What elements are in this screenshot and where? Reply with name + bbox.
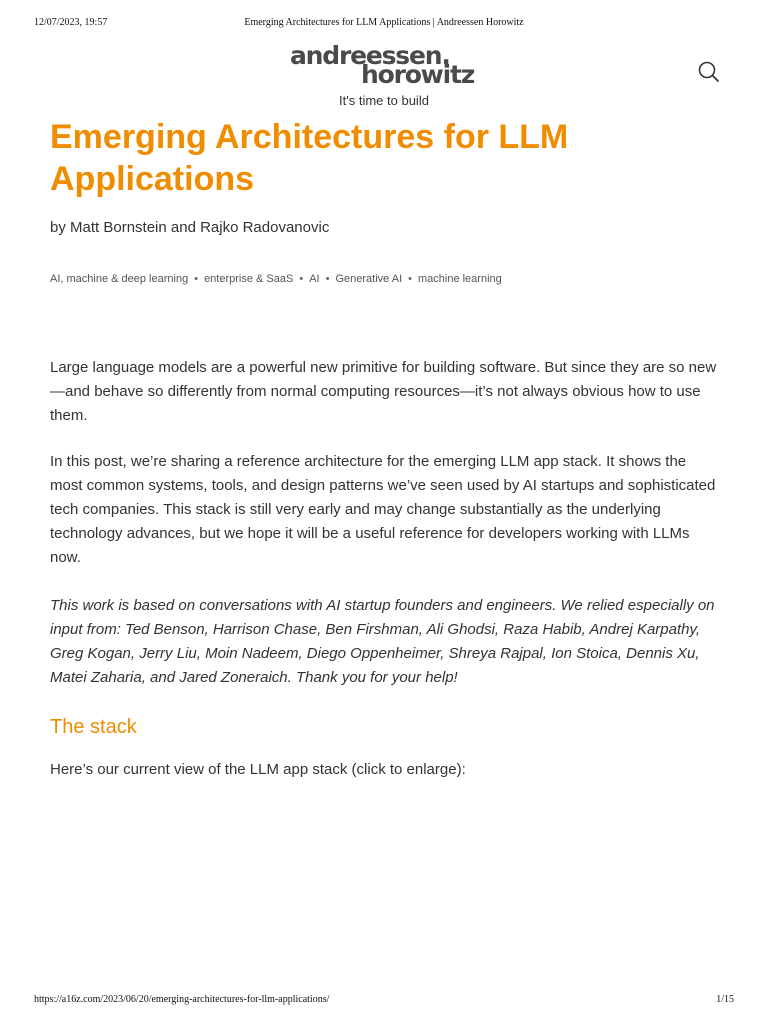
- print-url: https://a16z.com/2023/06/20/emerging-architectures-for-llm-applications/: [34, 994, 330, 1005]
- article-paragraph: Large language models are a powerful new primitive for building software. But since they are so new—and behave so differently from normal computing resources—it’s not always obvious how to use them.: [50, 359, 717, 424]
- tag-link[interactable]: Generative AI: [335, 273, 403, 285]
- tag-separator: •: [299, 273, 304, 285]
- logo-line-1: andreessen.: [290, 41, 450, 70]
- tag-link[interactable]: AI, machine & deep learning: [50, 273, 189, 285]
- article-title: Emerging Architectures for LLM Applications: [50, 118, 569, 198]
- print-doc-title: Emerging Architectures for LLM Applications | Andreessen Horowitz: [244, 17, 524, 28]
- logo-line-2: horowitz: [361, 60, 475, 89]
- acknowledgements-paragraph: This work is based on conversations with AI startup founders and engineers. We relied especially on input from: Ted Benson, Harrison Chase, Ben Firshman, Ali Ghodsi, Raza Habib, Andrej Karpathy, Greg Kogan, Jerry Liu, Moin Nadeem, Diego Oppenheimer, Shreya Rajpal, Ion Stoica, Dennis Xu, Matei Zaharia, and Jared Zoneraich. Thank you for your help!: [50, 597, 715, 686]
- tag-link[interactable]: enterprise & SaaS: [204, 273, 294, 285]
- tag-separator: •: [408, 273, 412, 285]
- search-button[interactable]: [694, 58, 722, 86]
- article-byline: by Matt Bornstein and Rajko Radovanovic: [50, 219, 330, 236]
- print-footer: [0, 994, 768, 1008]
- tag-separator: •: [325, 273, 330, 285]
- tag-link[interactable]: machine learning: [417, 273, 502, 285]
- tag-link[interactable]: AI: [309, 273, 320, 285]
- tag-list: [50, 273, 502, 285]
- article-paragraph: Here’s our current view of the LLM app stack (click to enlarge):: [50, 761, 466, 778]
- print-page-number: 1/15: [716, 994, 734, 1005]
- section-heading: The stack: [50, 716, 137, 738]
- article-paragraph: In this post, we’re sharing a reference architecture for the emerging LLM app stack. It shows the most common systems, tools, and design patterns we’ve seen used by AI startups and sophisticated tech companies. This stack is still very early and may change substantially as the underlying technology advances, but we hope it will be a useful reference for developers working with LLMs now.: [50, 453, 716, 566]
- tag-separator: •: [194, 273, 199, 285]
- search-icon: [694, 58, 722, 86]
- print-header: [0, 17, 768, 31]
- print-datetime: 12/07/2023, 19:57: [34, 17, 108, 28]
- site-logo[interactable]: [288, 41, 484, 89]
- site-tagline: It's time to build: [339, 93, 429, 108]
